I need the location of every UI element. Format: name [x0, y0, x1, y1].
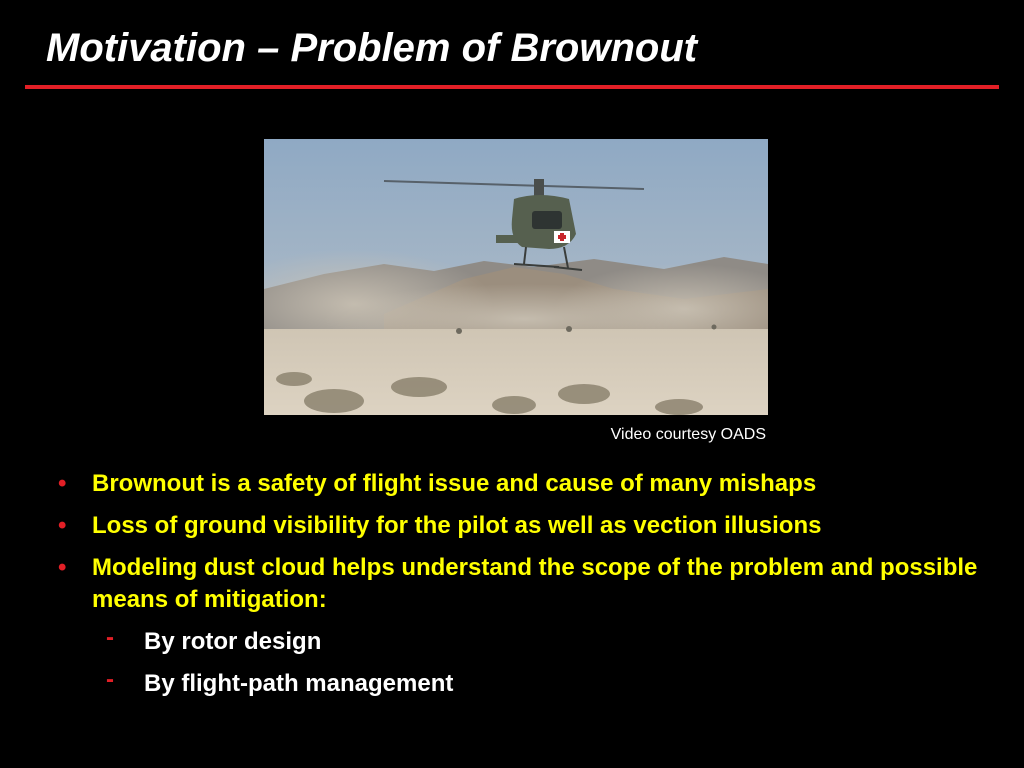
sub-bullet-item: [52, 668, 992, 700]
bullet-text: Modeling dust cloud helps understand the scope of the problem and possible means of mitigation:: [92, 554, 978, 613]
slide-title: Motivation – Problem of Brownout: [46, 26, 698, 70]
bullet-marker: •: [58, 554, 67, 581]
bullet-item: [52, 510, 992, 542]
bullet-item: [52, 468, 992, 500]
bullet-item: [52, 552, 992, 616]
sub-bullet-text: By rotor design: [144, 628, 322, 655]
bullet-marker: •: [58, 470, 67, 497]
bullet-marker: •: [58, 512, 67, 539]
bullet-text: Loss of ground visibility for the pilot as well as vection illusions: [92, 512, 822, 539]
bullet-list: [52, 468, 992, 710]
title-divider: [25, 85, 999, 89]
helicopter-brownout-photo: [264, 139, 768, 415]
bullet-text: Brownout is a safety of flight issue and cause of many mishaps: [92, 470, 817, 497]
photo-caption: Video courtesy OADS: [610, 426, 766, 443]
sub-bullet-marker: -: [106, 666, 114, 693]
sub-bullet-text: By flight-path management: [144, 670, 454, 697]
sub-bullet-marker: -: [106, 624, 114, 651]
sub-bullet-item: [52, 626, 992, 658]
